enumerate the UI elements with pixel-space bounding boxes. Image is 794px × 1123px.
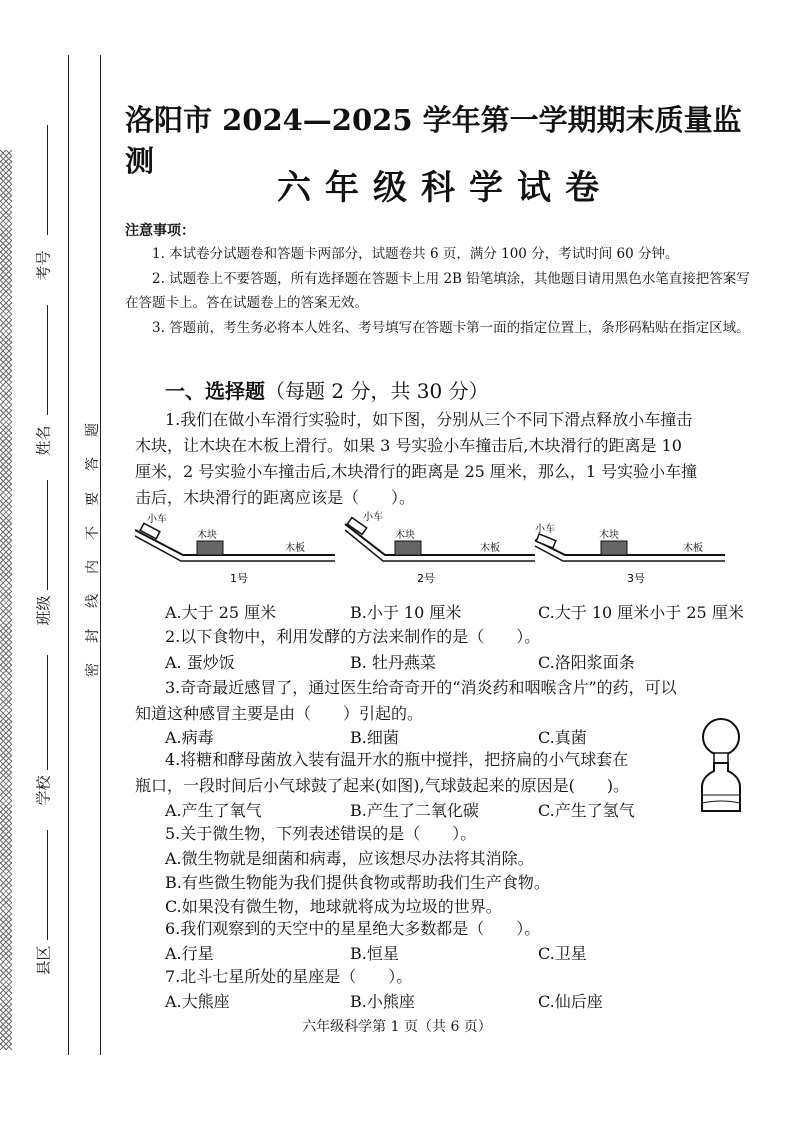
q6-stem: 6.我们观察到的天空中的星星绝大多数都是（ ）。 <box>165 919 541 938</box>
blank-class <box>47 480 48 590</box>
q1-line4: 击后，木块滑行的距离应该是（ ）。 <box>135 488 416 507</box>
q6-option-b: B.恒星 <box>350 944 399 963</box>
q1-line2: 木块，让木块在木板上滑行。如果 3 号实验小车撞击后,木块滑行的距离是 10 <box>135 436 682 455</box>
ramp-2 <box>345 510 535 585</box>
q2-options <box>165 650 765 676</box>
block-label: 木块 <box>395 530 415 541</box>
q2-option-a: A. 蛋炒饭 <box>165 653 235 672</box>
q5-option-c: C.如果没有微生物，地球就将成为垃圾的世界。 <box>165 897 502 916</box>
notes-heading: 注意事项： <box>125 223 195 239</box>
car-label: 小车 <box>535 524 555 535</box>
label-exam-number: 考号 <box>34 250 53 281</box>
ramp-3 <box>535 522 725 585</box>
binding-hatch <box>0 150 12 1050</box>
q3-option-a: A.病毒 <box>165 728 214 747</box>
q4-option-c: C.产生了氢气 <box>538 801 635 820</box>
section-heading: 一、选择题（每题 2 分，共 30 分） <box>165 379 489 403</box>
q3-option-b: B.细菌 <box>350 728 399 747</box>
blank-school <box>47 655 48 770</box>
q1-option-b: B.小于 10 厘米 <box>350 603 462 622</box>
q5-stem: 5.关于微生物，下列表述错误的是（ ）。 <box>165 824 477 843</box>
block-shape <box>395 541 421 555</box>
q3-option-c: C.真菌 <box>538 728 587 747</box>
q7-option-a: A.大熊座 <box>165 992 230 1011</box>
label-class: 班级 <box>34 595 53 626</box>
q6-option-a: A.行星 <box>165 944 214 963</box>
label-district: 县区 <box>34 945 53 976</box>
page-footer: 六年级科学第 1 页（共 6 页） <box>302 1019 492 1035</box>
q6-option-c: C.卫星 <box>538 944 587 963</box>
car-icon <box>140 523 160 539</box>
car-icon <box>536 534 556 548</box>
board-label: 木板 <box>480 543 500 554</box>
note-item: 3. 答题前，考生务必将本人姓名、考号填写在答题卡第一面的指定位置上，条形码粘贴在指定区域。 <box>152 319 750 336</box>
board-label: 木板 <box>683 543 703 554</box>
ramp-1 <box>135 512 335 585</box>
q4-line2: 瓶口，一段时间后小气球鼓了起来(如图),气球鼓起来的原因是( )。 <box>135 776 630 795</box>
blank-exam-number <box>47 125 48 235</box>
q1-line3: 厘米，2 号实验小车撞击后,木块滑行的距离是 25 厘米，那么，1 号实验小车撞 <box>135 462 698 481</box>
block-shape <box>197 541 223 555</box>
label-name: 姓名 <box>34 425 53 456</box>
q3-line2: 知道这种感冒主要是由（ ）引起的。 <box>135 704 424 723</box>
q1-options <box>165 600 765 626</box>
seal-line-notice: 题 答 要 不 内 线 封 密 <box>85 423 101 677</box>
q5-option-b: B.有些微生物能为我们提供食物或帮助我们生产食物。 <box>165 873 550 892</box>
q2-stem: 2.以下食物中，利用发酵的方法来制作的是（ ）。 <box>165 627 541 646</box>
ramp-3-label: 3号 <box>627 572 645 585</box>
q4-option-b: B.产生了二氧化碳 <box>350 801 479 820</box>
exam-title: 洛阳市 2024—2025 学年第一学期期末质量监测 <box>125 103 742 178</box>
block-shape <box>601 541 627 555</box>
q1-option-a: A.大于 25 厘米 <box>165 603 277 622</box>
car-label: 小车 <box>363 512 383 523</box>
balloon-bottle-illustration <box>696 715 746 815</box>
q2-option-c: C.洛阳浆面条 <box>538 653 635 672</box>
q7-options <box>165 989 765 1015</box>
q7-stem: 7.北斗七星所处的星座是（ ）。 <box>165 967 413 986</box>
car-label: 小车 <box>147 514 167 525</box>
q3-line1: 3.奇奇最近感冒了，通过医生给奇奇开的“消炎药和咽喉含片”的药，可以 <box>165 678 677 697</box>
blank-name <box>47 305 48 415</box>
notes-list <box>125 242 755 340</box>
balloon-shape <box>703 719 739 755</box>
q1-line1: 1.我们在做小车滑行实验时，如下图，分别从三个不同下滑点释放小车撞击 <box>165 410 693 429</box>
ramp-2-label: 2号 <box>417 572 435 585</box>
q7-option-b: B.小熊座 <box>350 992 415 1011</box>
board-label: 木板 <box>285 543 305 554</box>
q1-ramp-diagram <box>135 510 765 590</box>
blank-district <box>47 830 48 940</box>
exam-subtitle: 六年级科学试卷 <box>277 168 613 208</box>
binding-line-outer <box>68 55 69 1055</box>
note-item: 2. 试题卷上不要答题，所有选择题在答题卡上用 2B 铅笔填涂，其他题目请用黑色水笔直接把答案写在答题卡上。答在试题卷上的答案无效。 <box>125 270 750 311</box>
block-label: 木块 <box>197 530 217 541</box>
bottle-shape <box>702 763 740 811</box>
label-school: 学校 <box>34 775 53 806</box>
q5-option-a: A.微生物就是细菌和病毒，应该想尽办法将其消除。 <box>165 849 534 868</box>
block-label: 木块 <box>599 530 619 541</box>
q4-line1: 4.将糖和酵母菌放入装有温开水的瓶中搅拌，把挤扁的小气球套在 <box>165 750 629 769</box>
q2-option-b: B. 牡丹燕菜 <box>350 653 436 672</box>
q4-option-a: A.产生了氧气 <box>165 801 262 820</box>
ramp-1-label: 1号 <box>230 572 248 585</box>
note-item: 1. 本试卷分试题卷和答题卡两部分，试题卷共 6 页，满分 100 分，考试时间 60 分钟。 <box>152 246 679 262</box>
q1-option-c: C.大于 10 厘米小于 25 厘米 <box>538 603 744 622</box>
q7-option-c: C.仙后座 <box>538 992 603 1011</box>
